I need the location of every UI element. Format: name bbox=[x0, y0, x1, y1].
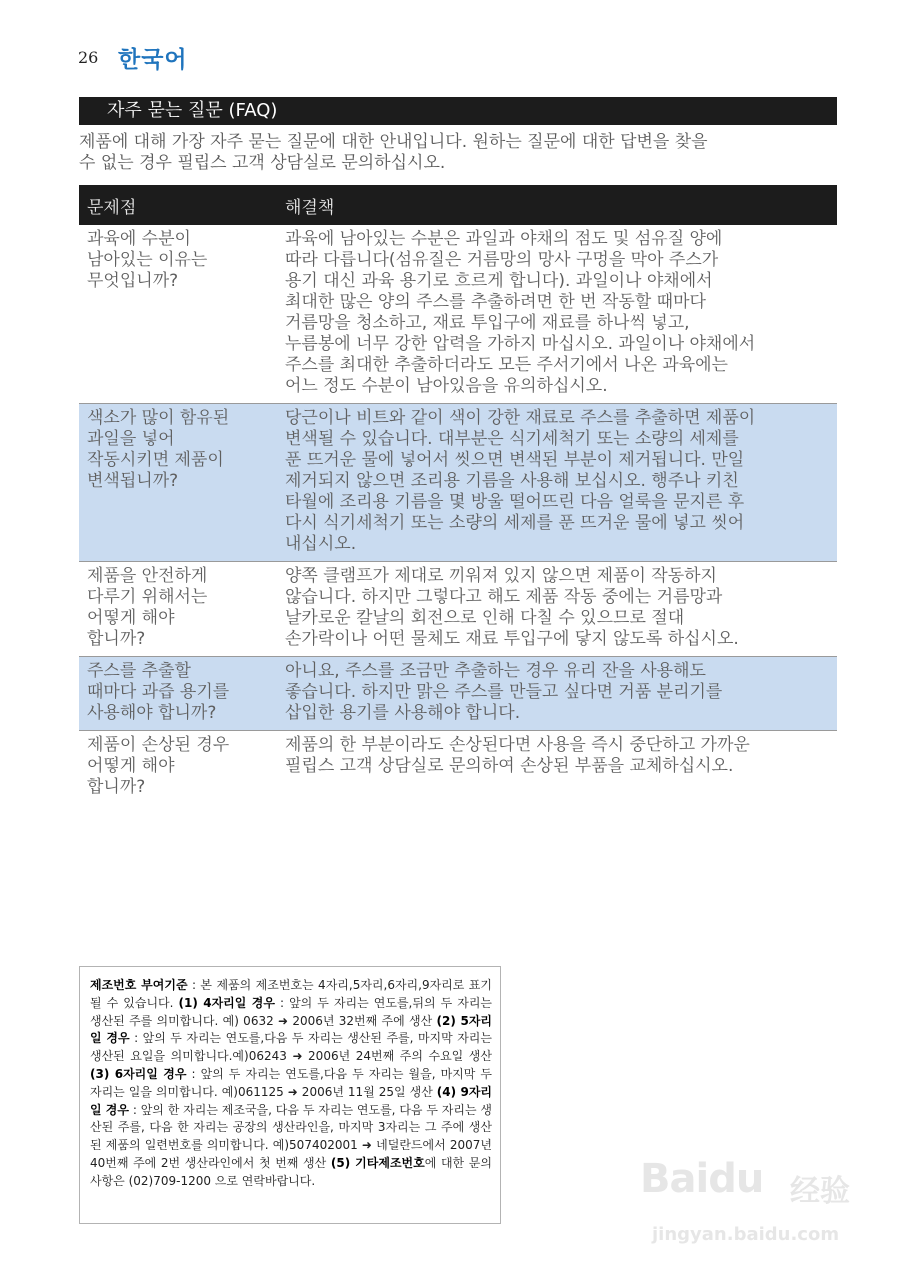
table-row bbox=[79, 562, 837, 657]
solution-line: 용기 대신 과육 용기로 흐르게 합니다). 과일이나 야채에서 bbox=[285, 271, 713, 291]
solution-line: 변색될 수 있습니다. 대부분은 식기세척기 또는 소량의 세제를 bbox=[285, 429, 739, 449]
problem-cell bbox=[79, 731, 285, 805]
column-header-solution: 해결책 bbox=[285, 185, 837, 225]
note-bold-text: (5) 기타제조번호 bbox=[330, 1155, 425, 1170]
solution-line: 누름봉에 너무 강한 압력을 가하지 마십시오. 과일이나 야채에서 bbox=[285, 334, 756, 354]
problem-line: 어떻게 해야 bbox=[87, 756, 175, 776]
page-number: 26 bbox=[78, 48, 99, 67]
solution-cell bbox=[285, 225, 837, 404]
note-text: : 앞의 한 자리는 제조국을, 다음 두 자리는 연도를, 다음 두 자리는 생산된 주를, 다음 한 자리는 공장의 생산라인을, 마지막 3자리는 그 주에 생산된 제품의 일련번호를 의미합니다. 예)507402001 ➜ 네덜란드에서 2007년 40번째 주에 2번 생산라인에서 첫 번째 생산 bbox=[90, 1102, 492, 1170]
solution-line: 아니요, 주스를 조금만 추출하는 경우 유리 잔을 사용해도 bbox=[285, 661, 706, 681]
solution-line: 않습니다. 하지만 그렇다고 해도 제품 작동 중에는 거름망과 bbox=[285, 587, 723, 607]
solution-line: 내십시오. bbox=[285, 534, 357, 554]
solution-line: 양쪽 클램프가 제대로 끼워져 있지 않으면 제품이 작동하지 bbox=[285, 566, 717, 586]
problem-line: 남아있는 이유는 bbox=[87, 250, 208, 270]
solution-cell bbox=[285, 731, 837, 805]
solution-line: 타월에 조리용 기름을 몇 방울 떨어뜨린 다음 얼룩을 문지른 후 bbox=[285, 492, 745, 512]
column-header-problem: 문제점 bbox=[79, 185, 285, 225]
problem-line: 주스를 추출할 bbox=[87, 661, 191, 681]
language-heading: 한국어 bbox=[118, 47, 188, 73]
note-bold-text: (3) 6자리일 경우 bbox=[90, 1066, 187, 1081]
solution-line: 필립스 고객 상담실로 문의하여 손상된 부품을 교체하십시오. bbox=[285, 756, 734, 776]
solution-line: 과육에 남아있는 수분은 과일과 야채의 점도 및 섬유질 양에 bbox=[285, 229, 723, 249]
solution-line: 최대한 많은 양의 주스를 추출하려면 한 번 작동할 때마다 bbox=[285, 292, 706, 312]
solution-line: 어느 정도 수분이 남아있음을 유의하십시오. bbox=[285, 376, 608, 396]
solution-line: 날카로운 칼날의 회전으로 인해 다칠 수 있으므로 절대 bbox=[285, 608, 685, 628]
baidu-logo: Baidu bbox=[640, 1156, 764, 1202]
note-bold-text: (2) 5자리일 경우 bbox=[90, 1013, 493, 1046]
note-text: : 앞의 두 자리는 연도를,다음 두 자리는 생산된 주를, 마지막 자리는 생산된 요일을 의미합니다.예)06243 ➜ 2006년 24번째 주의 수요일 생산 bbox=[90, 1031, 492, 1064]
faq-table bbox=[79, 185, 837, 804]
note-bold-text: (4) 9자리일 경우 bbox=[90, 1084, 492, 1117]
problem-line: 사용해야 합니까? bbox=[87, 703, 217, 723]
solution-cell bbox=[285, 657, 837, 731]
solution-line: 다시 식기세척기 또는 소량의 세제를 푼 뜨거운 물에 넣고 씻어 bbox=[285, 513, 745, 533]
solution-line: 제품의 한 부분이라도 손상된다면 사용을 즉시 중단하고 가까운 bbox=[285, 735, 750, 755]
solution-line: 거름망을 청소하고, 재료 투입구에 재료를 하나씩 넣고, bbox=[285, 313, 690, 333]
intro-line: 제품에 대해 가장 자주 묻는 질문에 대한 안내입니다. 원하는 질문에 대한 답변을 찾을 bbox=[79, 132, 708, 152]
solution-line: 푼 뜨거운 물에 넣어서 씻으면 변색된 부분이 제거됩니다. 만일 bbox=[285, 450, 745, 470]
serial-number-note bbox=[79, 966, 501, 1224]
note-text: : 앞의 두 자리는 연도를,다음 두 자리는 월을, 마지막 두 자리는 일을 의미합니다. 예)061125 ➜ 2006년 11월 25일 생산 bbox=[90, 1066, 492, 1099]
problem-line: 합니까? bbox=[87, 629, 146, 649]
problem-line: 다루기 위해서는 bbox=[87, 587, 208, 607]
faq-title: 자주 묻는 질문 (FAQ) bbox=[79, 97, 837, 125]
note-text: : 본 제품의 제조번호는 4자리,5자리,6자리,9자리로 표기될 수 있습니다. bbox=[90, 978, 492, 1010]
table-header-row bbox=[79, 185, 837, 225]
problem-line: 제품을 안전하게 bbox=[87, 566, 208, 586]
solution-cell bbox=[285, 562, 837, 657]
table-row bbox=[79, 731, 837, 805]
watermark-cn-text: 经验 bbox=[790, 1174, 850, 1209]
problem-line: 때마다 과즙 용기를 bbox=[87, 682, 230, 702]
problem-line: 과육에 수분이 bbox=[87, 229, 191, 249]
problem-line: 어떻게 해야 bbox=[87, 608, 175, 628]
solution-line: 삽입한 용기를 사용해야 합니다. bbox=[285, 703, 521, 723]
problem-cell bbox=[79, 562, 285, 657]
problem-cell bbox=[79, 404, 285, 562]
intro-line: 수 없는 경우 필립스 고객 상담실로 문의하십시오. bbox=[79, 153, 446, 173]
problem-line: 과일을 넣어 bbox=[87, 429, 175, 449]
problem-cell bbox=[79, 225, 285, 404]
problem-cell bbox=[79, 657, 285, 731]
solution-cell bbox=[285, 404, 837, 562]
problem-line: 합니까? bbox=[87, 777, 146, 797]
problem-line: 변색됩니까? bbox=[87, 471, 179, 491]
note-text: 에 대한 문의사항은 (02)709-1200 으로 연락바랍니다. bbox=[90, 1155, 492, 1188]
faq-intro bbox=[79, 132, 839, 174]
note-text: : 앞의 두 자리는 연도를,뒤의 두 자리는 생산된 주를 의미합니다. 예) 0632 ➜ 2006년 32번째 주에 생산 bbox=[90, 995, 492, 1028]
problem-line: 무엇입니까? bbox=[87, 271, 179, 291]
problem-line: 색소가 많이 함유된 bbox=[87, 408, 230, 428]
solution-line: 주스를 최대한 추출하더라도 모든 주서기에서 나온 과육에는 bbox=[285, 355, 728, 375]
table-row bbox=[79, 404, 837, 562]
baidu-watermark bbox=[640, 1140, 890, 1270]
solution-line: 좋습니다. 하지만 맑은 주스를 만들고 싶다면 거품 분리기를 bbox=[285, 682, 723, 702]
solution-line: 따라 다릅니다(섬유질은 거름망의 망사 구멍을 막아 주스가 bbox=[285, 250, 719, 270]
watermark-url: jingyan.baidu.com bbox=[652, 1224, 840, 1245]
solution-line: 손가락이나 어떤 물체도 재료 투입구에 닿지 않도록 하십시오. bbox=[285, 629, 739, 649]
note-bold-text: 제조번호 부여기준 bbox=[90, 978, 188, 992]
solution-line: 제거되지 않으면 조리용 기름을 사용해 보십시오. 행주나 키친 bbox=[285, 471, 739, 491]
solution-line: 당근이나 비트와 같이 색이 강한 재료로 주스를 추출하면 제품이 bbox=[285, 408, 756, 428]
note-bold-text: (1) 4자리일 경우 bbox=[178, 995, 275, 1010]
problem-line: 작동시키면 제품이 bbox=[87, 450, 224, 470]
table-row bbox=[79, 225, 837, 404]
faq-table-body bbox=[79, 225, 837, 804]
table-row bbox=[79, 657, 837, 731]
problem-line: 제품이 손상된 경우 bbox=[87, 735, 230, 755]
